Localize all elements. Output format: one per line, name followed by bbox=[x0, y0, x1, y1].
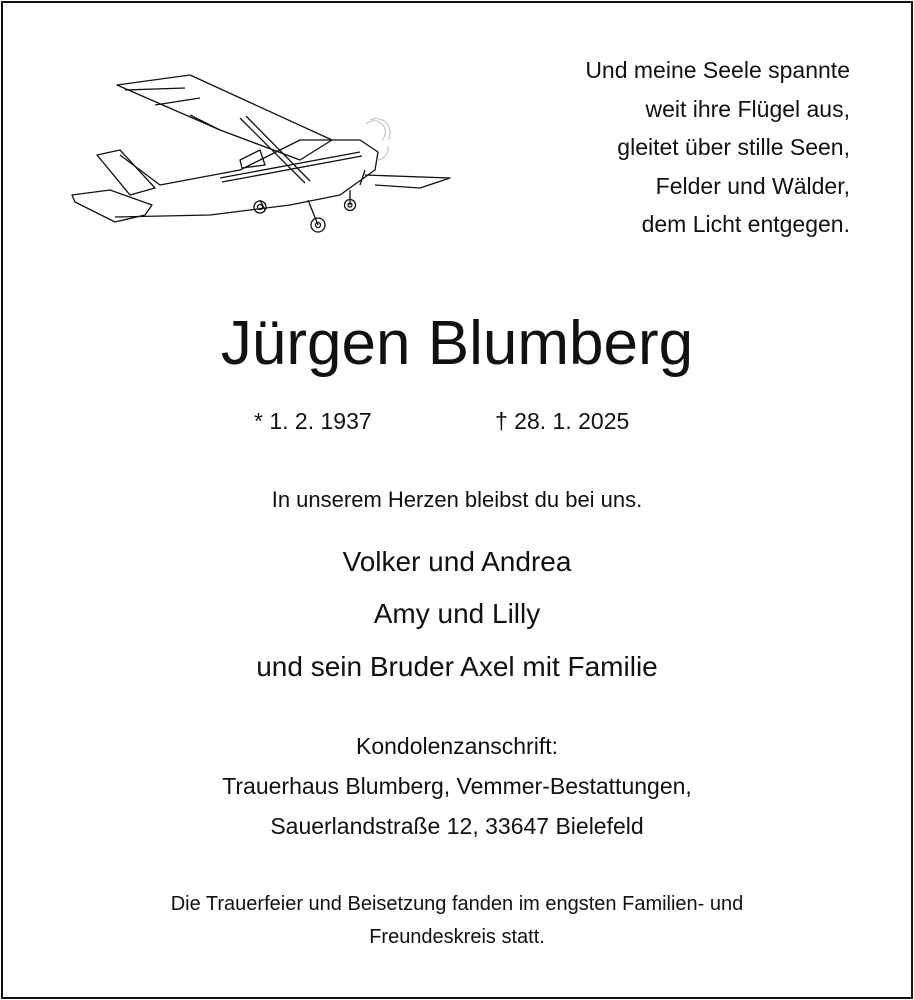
condolence-address-line: Sauerlandstraße 12, 33647 Bielefeld bbox=[270, 813, 644, 839]
mourner-line: Amy und Lilly bbox=[373, 598, 541, 629]
birth-date: * 1. 2. 1937 bbox=[254, 408, 372, 434]
verse-line: gleitet über stille Seen, bbox=[617, 134, 850, 160]
verse-line: Und meine Seele spannte bbox=[585, 57, 850, 83]
death-date: † 28. 1. 2025 bbox=[495, 408, 630, 434]
verse-line: weit ihre Flügel aus, bbox=[645, 95, 850, 122]
notice-line: Die Trauerfeier und Beisetzung fanden im engsten Familien- und bbox=[170, 893, 744, 915]
mourner-line: und sein Bruder Axel mit Familie bbox=[256, 651, 658, 682]
mourner-line: Volker und Andrea bbox=[342, 546, 572, 577]
airplane-illustration bbox=[60, 60, 460, 250]
condolence-address-line: Trauerhaus Blumberg, Vemmer-Bestattungen, bbox=[222, 773, 692, 799]
verse-line: dem Licht entgegen. bbox=[641, 211, 850, 237]
verse-line: Felder und Wälder, bbox=[655, 172, 850, 199]
motto: In unserem Herzen bleibst du bei uns. bbox=[271, 487, 643, 512]
notice-line: Freundeskreis statt. bbox=[369, 926, 545, 948]
verse bbox=[585, 51, 850, 244]
condolence-label: Kondolenzanschrift: bbox=[355, 733, 558, 759]
deceased-name: Jürgen Blumberg bbox=[220, 309, 694, 378]
